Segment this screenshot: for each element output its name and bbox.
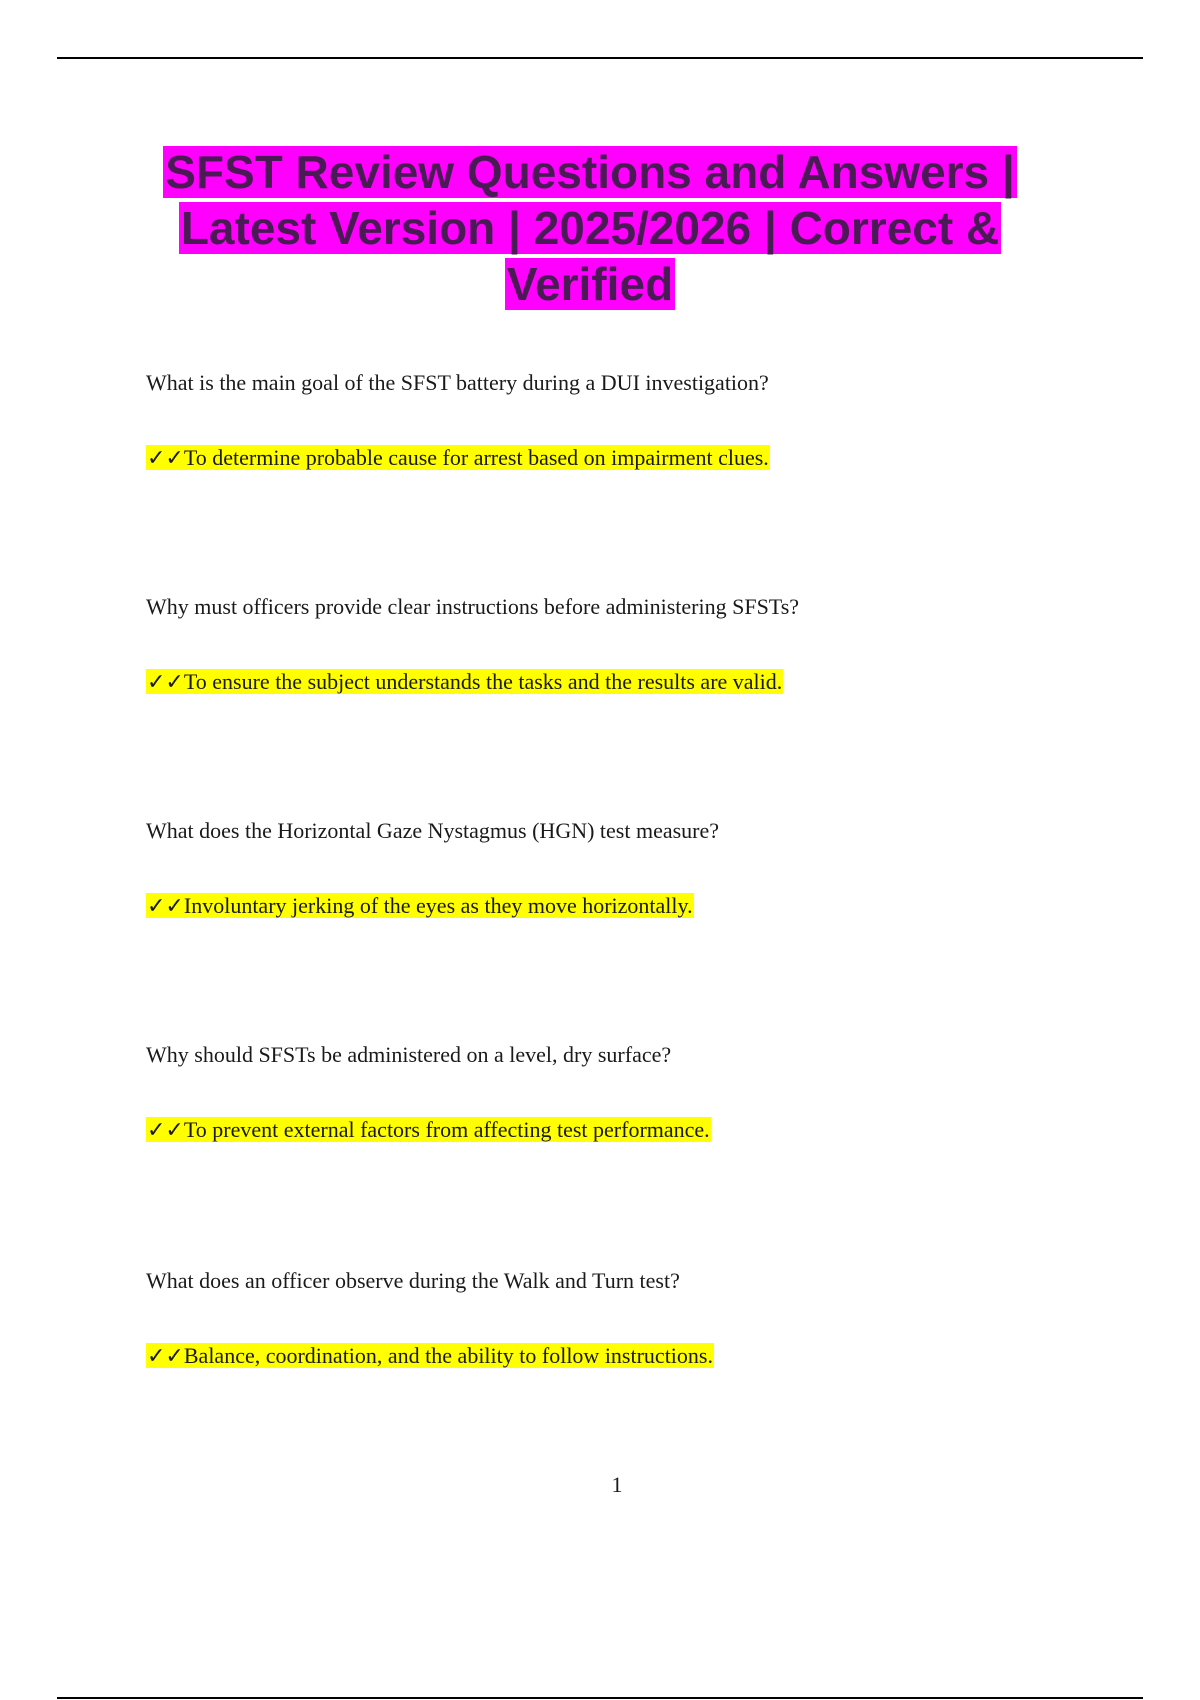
answer-label: To prevent external factors from affecting test performance. [183,1117,710,1142]
question-text: What is the main goal of the SFST battery during a DUI investigation? [146,370,769,395]
bottom-rule [57,1697,1143,1699]
answer-text [146,892,694,921]
answer-label: To determine probable cause for arrest based on impairment clues. [183,445,769,470]
qa-item [146,592,1106,695]
answer-label: To ensure the subject understands the tasks and the results are valid. [183,669,783,694]
question-text: Why must officers provide clear instructions before administering SFSTs? [146,594,800,619]
answer-label: Balance, coordination, and the ability to follow instructions. [183,1343,713,1368]
qa-item [146,368,1106,471]
check-icon: ✓✓ [147,894,184,919]
qa-item [146,816,1106,919]
question-text: What does the Horizontal Gaze Nystagmus (HGN) test measure? [146,818,720,843]
document-title [140,144,1040,312]
qa-item [146,1266,1106,1369]
check-icon: ✓✓ [147,446,184,471]
answer-text [146,444,770,473]
question-text: What does an officer observe during the Walk and Turn test? [146,1268,680,1293]
page-number: 1 [611,1472,623,1497]
top-rule [57,57,1143,59]
qa-item [146,1040,1106,1143]
answer-text [146,1342,714,1371]
answer-text [146,668,783,697]
check-icon: ✓✓ [147,1118,184,1143]
answer-text [146,1116,711,1145]
check-icon: ✓✓ [147,670,184,695]
question-text: Why should SFSTs be administered on a level, dry surface? [146,1042,672,1067]
document-title-text: SFST Review Questions and Answers | Latest Version | 2025/2026 | Correct & Verified [165,146,1015,310]
answer-label: Involuntary jerking of the eyes as they move horizontally. [183,893,693,918]
check-icon: ✓✓ [147,1344,184,1369]
